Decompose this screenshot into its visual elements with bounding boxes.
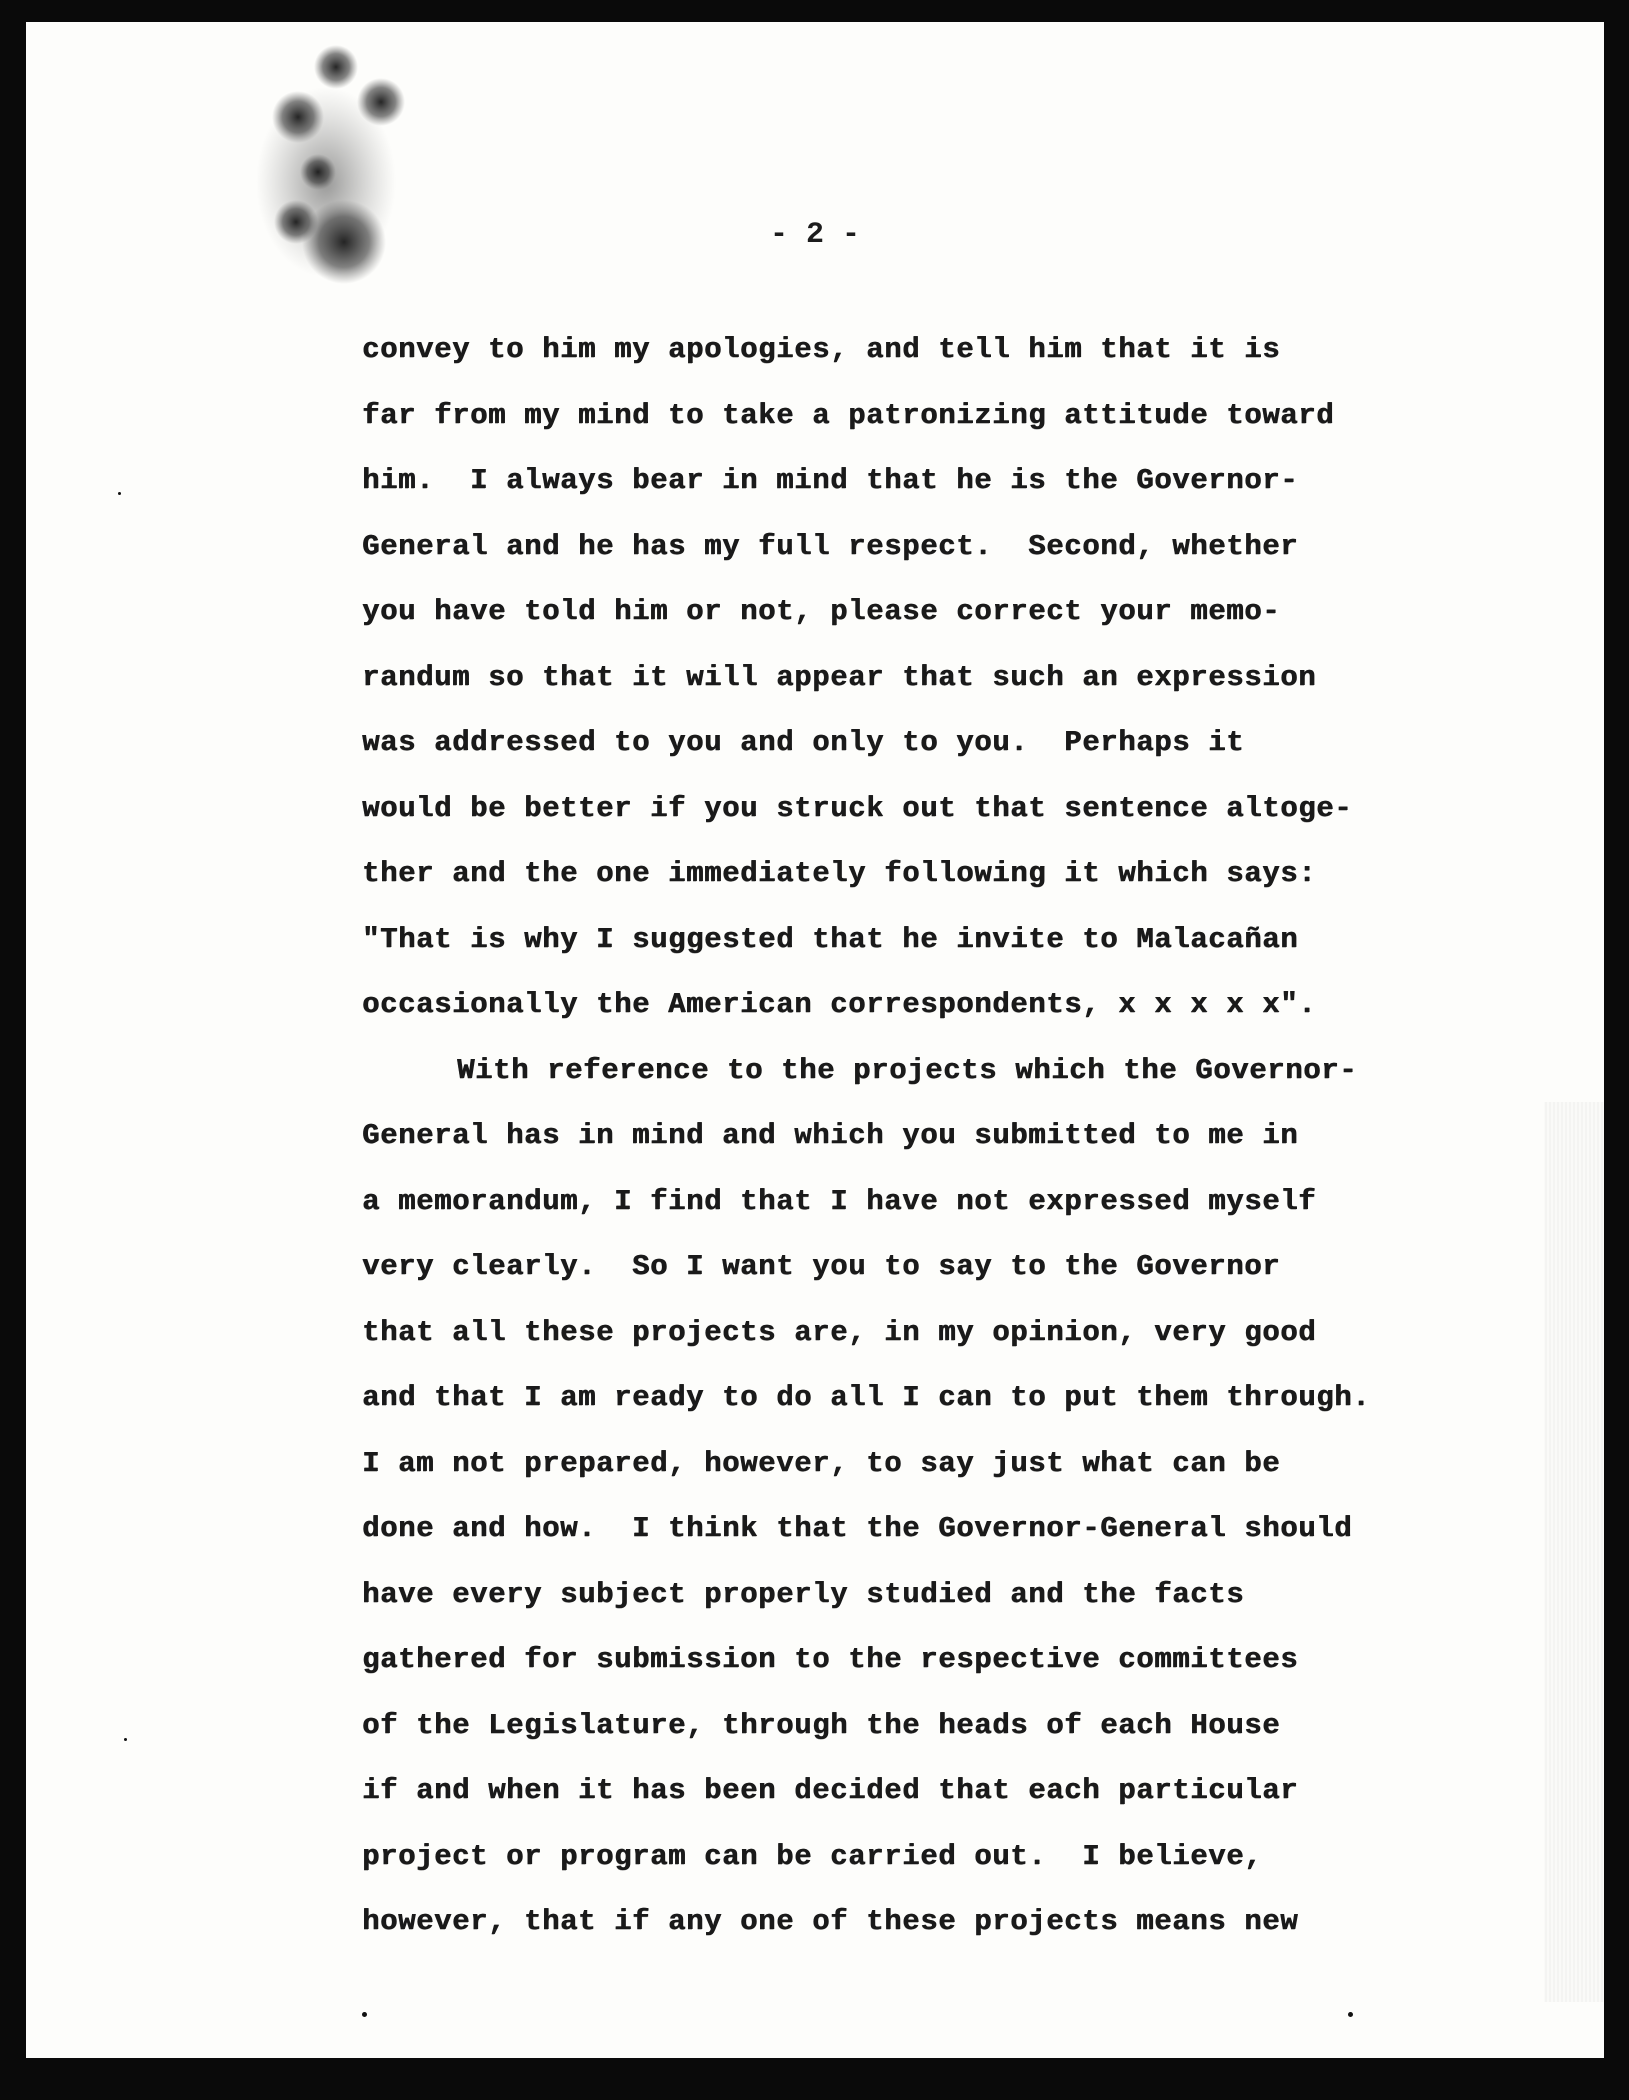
text-line: of the Legislature, through the heads of each House [362, 1708, 1281, 1742]
text-line: have every subject properly studied and the facts [362, 1577, 1245, 1611]
ink-stain [226, 22, 416, 322]
text-line: was addressed to you and only to you. Perhaps it [362, 726, 1245, 759]
text-line: ther and the one immediately following it which says: [362, 857, 1317, 890]
text-line: gathered for submission to the respective committees [362, 1643, 1299, 1676]
text-line: General and he has my full respect. Second, whether [362, 529, 1299, 563]
text-line: him. I always bear in mind that he is the Governor- [362, 464, 1299, 497]
dust-speck [124, 1738, 127, 1741]
text-line: occasionally the American correspondents, x x x x x". [362, 988, 1317, 1021]
letter-body [362, 317, 1492, 1955]
text-line: randum so that it will appear that such an expression [362, 660, 1317, 694]
text-line: if and when it has been decided that each particular [362, 1774, 1299, 1807]
scan-edge-noise [1544, 1102, 1604, 2002]
text-line: and that I am ready to do all I can to put them through. [362, 1381, 1371, 1414]
dust-speck [1348, 2012, 1353, 2017]
dust-speck [118, 492, 121, 495]
text-line: a memorandum, I find that I have not expressed myself [362, 1184, 1317, 1218]
text-line: however, that if any one of these projects means new [362, 1905, 1299, 1938]
text-line: project or program can be carried out. I believe, [362, 1839, 1263, 1873]
text-line: General has in mind and which you submitted to me in [362, 1119, 1299, 1152]
text-line: convey to him my apologies, and tell him that it is [362, 333, 1281, 366]
text-line: "That is why I suggested that he invite to Malacañan [362, 922, 1299, 956]
text-line: I am not prepared, however, to say just what can be [362, 1446, 1281, 1480]
text-line: you have told him or not, please correct your memo- [362, 595, 1281, 628]
text-line: far from my mind to take a patronizing attitude toward [362, 398, 1335, 432]
paragraph-start-line: With reference to the projects which the Governor- [457, 1053, 1358, 1087]
text-line: very clearly. So I want you to say to the Governor [362, 1250, 1281, 1283]
text-line: that all these projects are, in my opinion, very good [362, 1315, 1317, 1349]
document-page [26, 22, 1604, 2058]
page-number: - 2 - [769, 218, 860, 252]
text-line: would be better if you struck out that sentence altoge- [362, 791, 1353, 825]
dust-speck [362, 2012, 367, 2017]
text-line: done and how. I think that the Governor-General should [362, 1512, 1353, 1545]
